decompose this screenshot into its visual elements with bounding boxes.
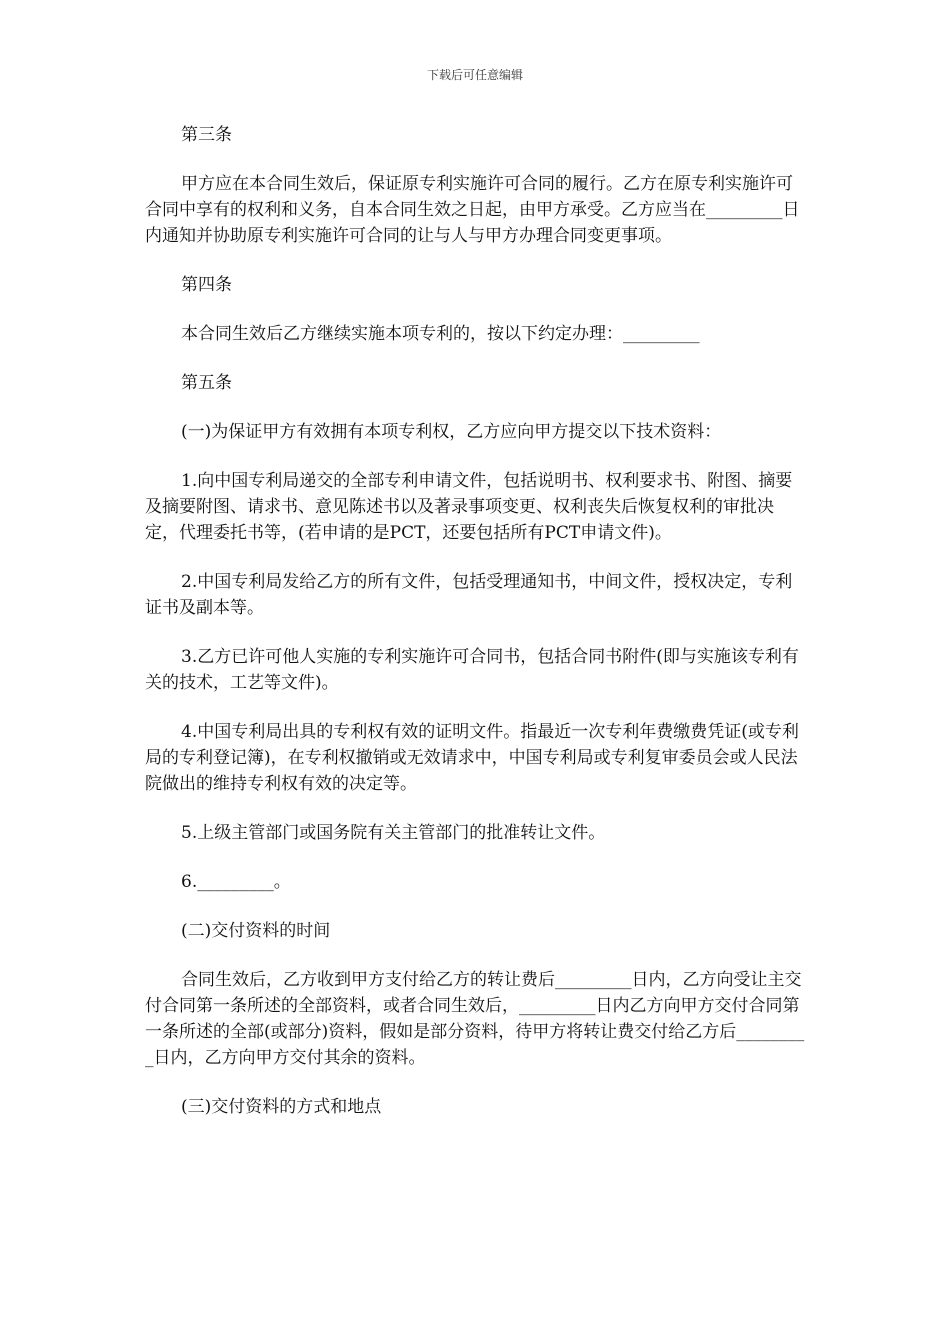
list-item-3: 3.乙方已许可他人实施的专利实施许可合同书，包括合同书附件(即与实施该专利有关的技术，工艺等文件)。	[145, 647, 799, 693]
list-item-2: 2.中国专利局发给乙方的所有文件，包括受理通知书，中间文件，授权决定，专利证书及副本等。	[145, 572, 793, 618]
list-item-6: 6._________。	[181, 872, 291, 892]
section-2-text: 合同生效后，乙方收到甲方支付给乙方的转让费后_________日内，乙方向受让主交付合同第一条所述的全部资料，或者合同生效后，_________日内乙方向甲方交付合同第一条所述的全部(或部分)资料，假如是部分资料，待甲方将转让费交付给乙方后_________日内，乙方向甲方交付其余的资料。	[145, 970, 805, 1068]
list-item-5: 5.上级主管部门或国务院有关主管部门的批准转让文件。	[181, 823, 606, 843]
article-3-text: 甲方应在本合同生效后，保证原专利实施许可合同的履行。乙方在原专利实施许可合同中享有的权利和义务，自本合同生效之日起，由甲方承受。乙方应当在_________日内通知并协助原专利实施许可合同的让与人与甲方办理合同变更事项。	[145, 174, 800, 246]
header-note: 下载后可任意编辑	[426, 68, 523, 82]
article-heading-3: 第三条	[181, 125, 232, 145]
list-item-4: 4.中国专利局出具的专利权有效的证明文件。指最近一次专利年费缴费凭证(或专利局的专利登记簿)，在专利权撤销或无效请求中，中国专利局或专利复审委员会或人民法院做出的维持专利权有效的决定等。	[145, 722, 799, 794]
article-4-text: 本合同生效后乙方继续实施本项专利的，按以下约定办理：_________	[181, 324, 700, 344]
section-2-heading: (二)交付资料的时间	[181, 921, 331, 941]
list-item-1: 1.向中国专利局递交的全部专利申请文件，包括说明书、权利要求书、附图、摘要及摘要附图、请求书、意见陈述书以及著录事项变更、权利丧失后恢复权利的审批决定，代理委托书等，(若申请的是PCT，还要包括所有PCT申请文件)。	[145, 471, 793, 543]
section-3-heading: (三)交付资料的方式和地点	[181, 1097, 382, 1117]
document-body	[145, 122, 807, 1143]
section-1-heading: (一)为保证甲方有效拥有本项专利权，乙方应向甲方提交以下技术资料：	[181, 422, 722, 442]
article-heading-4: 第四条	[181, 275, 232, 295]
article-heading-5: 第五条	[181, 373, 232, 393]
